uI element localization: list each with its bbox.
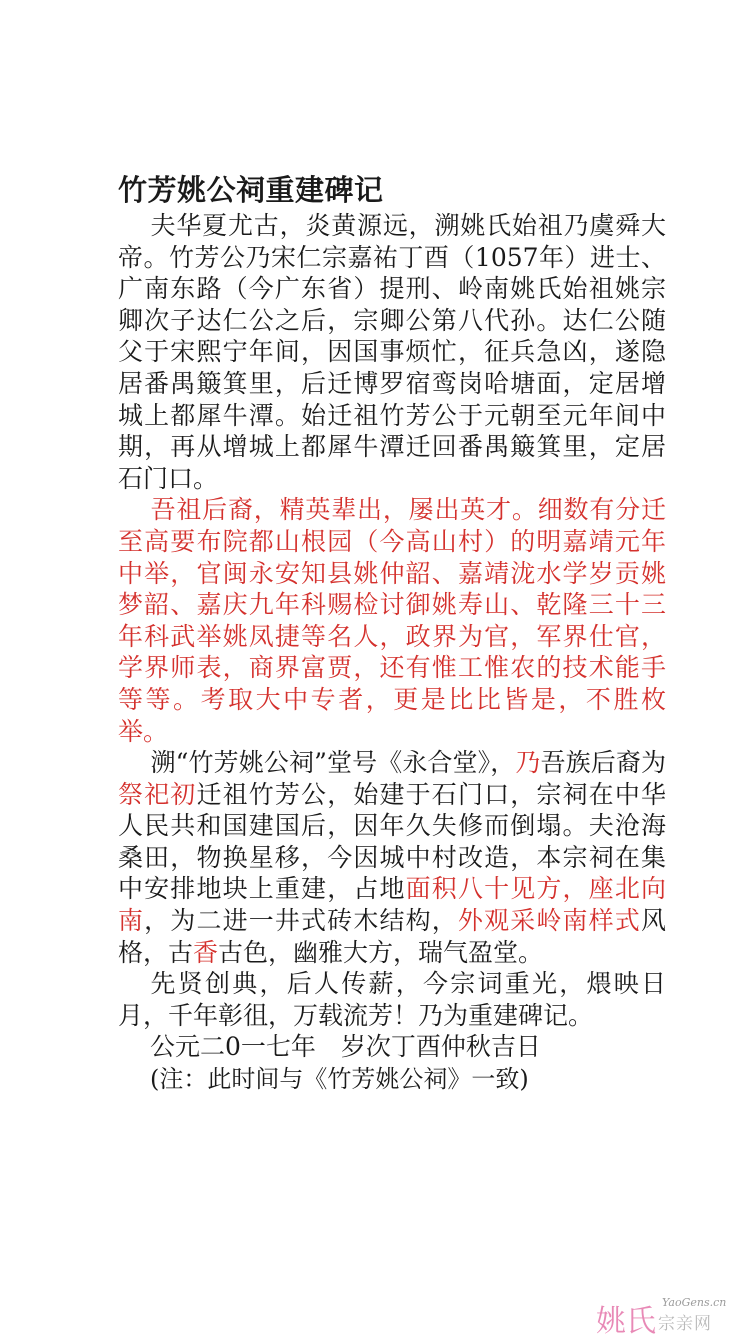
- document-title: 竹芳姚公祠重建碑记: [118, 173, 384, 207]
- text-segment: 吾族后裔为: [540, 748, 666, 778]
- highlight-segment: 外观采岭南样式: [457, 906, 641, 936]
- highlight-segment: 乃: [515, 748, 541, 778]
- text-segment: 溯“竹芳姚公祠”堂号《永合堂》，: [150, 748, 516, 778]
- site-watermark-logo: [596, 1296, 736, 1339]
- paragraph-rebuild: [118, 747, 666, 968]
- text-segment: 风格，古: [118, 906, 666, 967]
- inscription-date: 公元二0一七年 岁次丁酉仲秋吉日: [150, 1032, 541, 1062]
- paragraph-descendants: 吾祖后裔，精英辈出，屡出英才。细数有分迁至高要布院都山根园（今高山村）的明嘉靖元年中举，官闽永安知县姚仲韶、嘉靖泷水学岁贡姚梦韶、嘉庆九年科赐检讨御姚寿山、乾隆三十三年科武举姚凤捷等名人，政界为官，军界仕官，学界师表，商界富贾，还有惟工惟农的技术能手等等。考取大中专者，更是比比皆是，不胜枚举。: [118, 495, 666, 746]
- watermark-url: YaoGens.cn: [662, 1296, 727, 1309]
- watermark-subtitle: 宗亲网: [658, 1314, 712, 1334]
- highlight-segment: 祭祀初: [118, 779, 197, 809]
- highlight-segment: 香: [193, 937, 219, 967]
- paragraph-closing: 先贤创典，后人传薪，今宗词重光，煨映日月，千年彰徂，万载流芳！乃为重建碑记。: [118, 969, 666, 1030]
- paragraph-origins: 夫华夏尤古，炎黄源远，溯姚氏始祖乃虞舜大帝。竹芳公乃宋仁宗嘉祐丁酉（1057年）进士、广南东路（今广东省）提刑、岭南姚氏始祖姚宗卿次子达仁公之后，宗卿公第八代孙。达仁公随父于宋熙宁年间，因国事烦忙，征兵急凶，遂隐居番禺簸箕里，后迁博罗宿鸾岗哈塘面，定居增城上都犀牛潭。始迁祖竹芳公于元朝至元年间中期，再从增城上都犀牛潭迁回番禺簸箕里，定居石门口。: [118, 211, 666, 493]
- highlight-segment: 面积八十见方，座北向南: [118, 874, 666, 936]
- inscription-document: [118, 172, 666, 1095]
- inscription-note: (注：此时间与《竹芳姚公祠》一致): [150, 1065, 529, 1094]
- watermark-brand: 姚氏: [596, 1304, 656, 1339]
- text-segment: 迁祖竹芳公，始建于石门口，宗祠在中华人民共和国建国后，因年久失修而倒塌。夫沧海桑田，物换星移，今因城中村改造，本宗祠在集中安排地块上重建，占地: [118, 779, 666, 904]
- text-segment: ，为二进一井式砖木结构，: [144, 906, 458, 936]
- text-segment: 古色，幽雅大方，瑞气盈堂。: [218, 937, 544, 967]
